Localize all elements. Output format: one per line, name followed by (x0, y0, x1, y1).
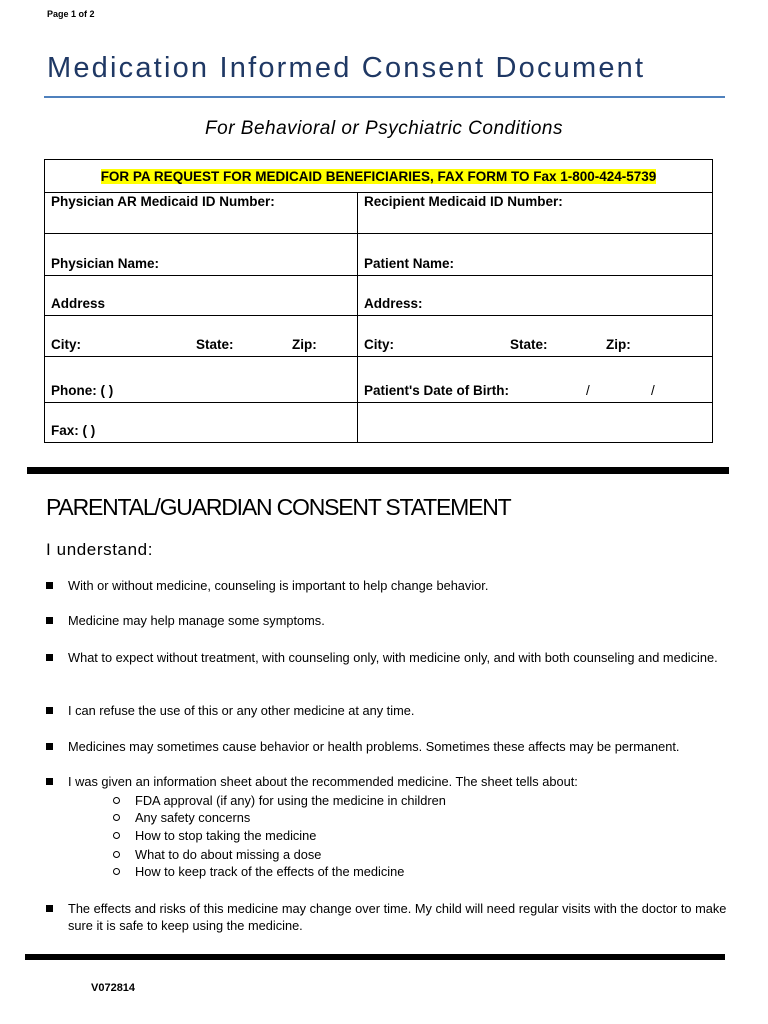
patient-name-label: Patient Name: (364, 256, 455, 271)
bullet-text: Medicine may help manage some symptoms. (68, 613, 325, 628)
footer-divider (25, 954, 725, 960)
patient-dob-label: Patient's Date of Birth: (364, 383, 509, 398)
bullet-text: What to expect without treatment, with counseling only, with medicine only, and with both counseling and medicine. (68, 650, 718, 665)
physician-id-label: Physician AR Medicaid ID Number: (51, 194, 275, 209)
physician-name-label: Physician Name: (51, 256, 160, 271)
info-sheet-item-text: How to keep track of the effects of the medicine (135, 864, 405, 879)
patient-name-field[interactable] (358, 234, 713, 276)
patient-city-state-zip-field[interactable] (358, 316, 713, 357)
square-bullet-icon (46, 654, 53, 661)
circle-bullet-icon (113, 868, 120, 875)
section-divider (27, 467, 729, 474)
bullet-text: I was given an information sheet about the recommended medicine. The sheet tells about: (68, 774, 578, 789)
physician-address-field[interactable] (45, 276, 358, 316)
bullet-text: With or without medicine, counseling is important to help change behavior. (68, 578, 489, 593)
physician-city-state-zip-field[interactable] (45, 316, 358, 357)
document-title: Medication Informed Consent Document (47, 52, 646, 84)
patient-state-label: State: (510, 337, 548, 352)
physician-address-label: Address (51, 296, 106, 311)
dob-separator-2: / (651, 383, 655, 398)
physician-city-label: City: (51, 337, 81, 352)
bullet-text: I can refuse the use of this or any other medicine at any time. (68, 703, 415, 718)
square-bullet-icon (46, 905, 53, 912)
circle-bullet-icon (113, 851, 120, 858)
info-sheet-item-text: How to stop taking the medicine (135, 828, 317, 843)
bullet-text: The effects and risks of this medicine may change over time. My child will need regular visits with the doctor to make sure it is safe to keep using the medicine. (68, 901, 727, 933)
page-number: Page 1 of 2 (47, 9, 95, 19)
circle-bullet-icon (113, 832, 120, 839)
fax-notice-cell (45, 160, 713, 193)
physician-patient-form (44, 159, 713, 443)
bullet-text: Medicines may sometimes cause behavior or health problems. Sometimes these affects may be permanent. (68, 739, 680, 754)
empty-cell[interactable] (358, 403, 713, 443)
square-bullet-icon (46, 778, 53, 785)
info-sheet-item-text: FDA approval (if any) for using the medicine in children (135, 793, 446, 808)
version-code: V072814 (91, 982, 136, 994)
fax-notice: FOR PA REQUEST FOR MEDICAID BENEFICIARIES, FAX FORM TO Fax 1-800-424-5739 (100, 168, 657, 184)
consent-heading: PARENTAL/GUARDIAN CONSENT STATEMENT (46, 494, 511, 520)
patient-address-field[interactable] (358, 276, 713, 316)
physician-name-field[interactable] (45, 234, 358, 276)
physician-fax-label: Fax: ( ) (51, 423, 96, 438)
consent-intro: I understand: (46, 540, 154, 559)
title-underline (44, 96, 725, 98)
patient-city-label: City: (364, 337, 394, 352)
document-subtitle: For Behavioral or Psychiatric Conditions (205, 118, 563, 139)
circle-bullet-icon (113, 814, 120, 821)
physician-phone-label: Phone: ( ) (51, 383, 114, 398)
physician-zip-label: Zip: (292, 337, 317, 352)
dob-separator-1: / (586, 383, 590, 398)
square-bullet-icon (46, 617, 53, 624)
physician-phone-field[interactable] (45, 357, 358, 403)
physician-id-field[interactable] (45, 193, 358, 234)
info-sheet-item-text: What to do about missing a dose (135, 847, 322, 862)
square-bullet-icon (46, 582, 53, 589)
info-sheet-item-text: Any safety concerns (135, 810, 251, 825)
physician-state-label: State: (196, 337, 234, 352)
patient-zip-label: Zip: (606, 337, 631, 352)
recipient-id-label: Recipient Medicaid ID Number: (364, 194, 563, 209)
patient-dob-field[interactable] (358, 357, 713, 403)
square-bullet-icon (46, 707, 53, 714)
patient-address-label: Address: (364, 296, 423, 311)
square-bullet-icon (46, 743, 53, 750)
recipient-id-field[interactable] (358, 193, 713, 234)
circle-bullet-icon (113, 797, 120, 804)
physician-fax-field[interactable] (45, 403, 358, 443)
